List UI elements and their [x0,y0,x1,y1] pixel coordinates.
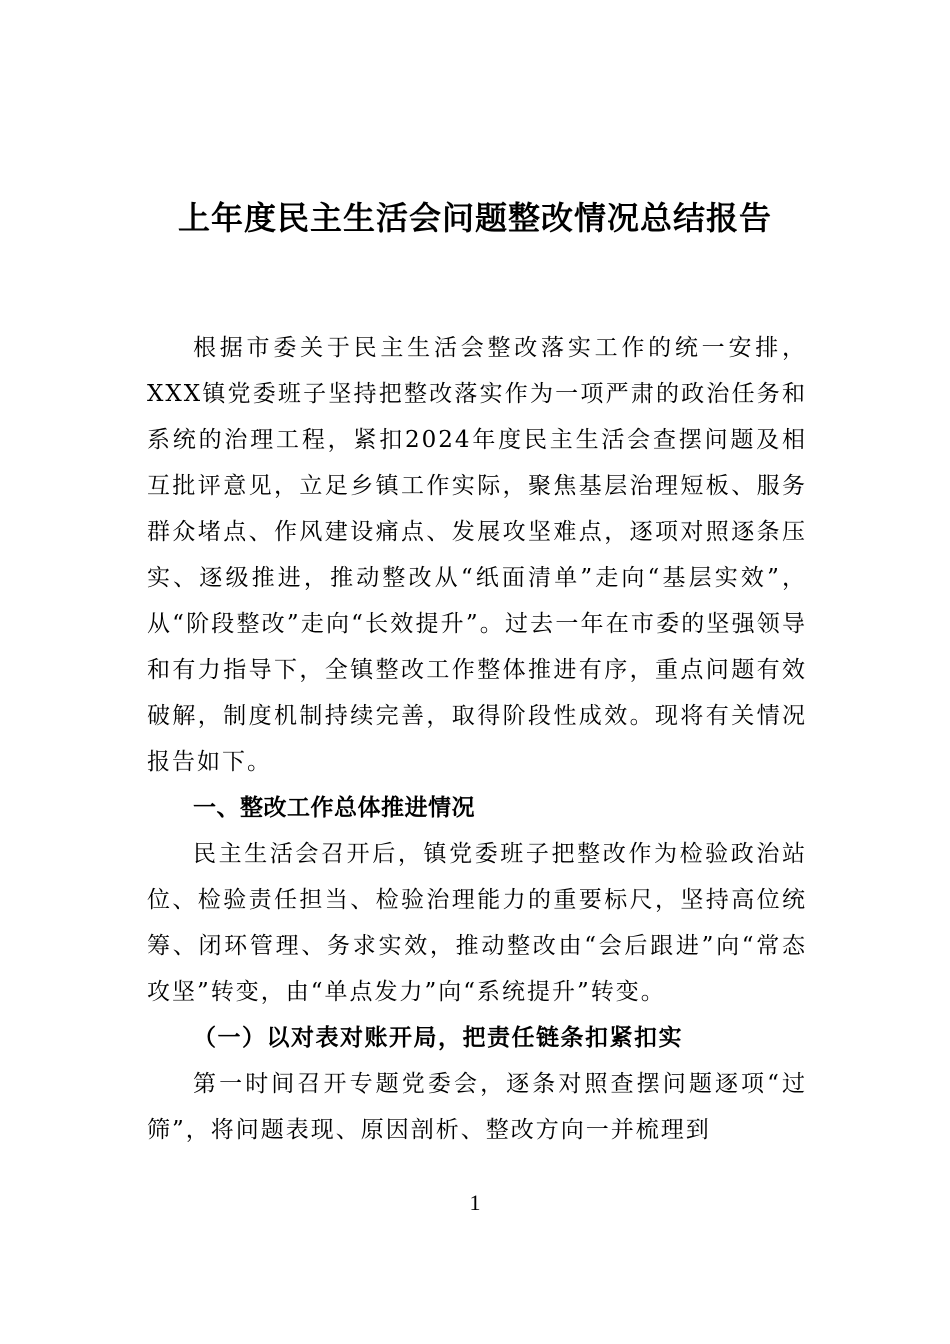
body-paragraph: 第一时间召开专题党委会，逐条对照查摆问题逐项“过筛”，将问题表现、原因剖析、整改方向一并梳理到 [147,1071,807,1143]
body-paragraph: 根据市委关于民主生活会整改落实工作的统一安排，XXX镇党委班子坚持把整改落实作为一项严肃的政治任务和系统的治理工程，紧扣2024年度民主生活会查摆问题及相互批评意见，立足乡镇工作实际，聚焦基层治理短板、服务群众堵点、作风建设痛点、发展攻坚难点，逐项对照逐条压实、逐级推进，推动整改从“纸面清单”走向“基层实效”，从“阶段整改”走向“长效提升”。过去一年在市委的坚强领导和有力指导下，全镇整改工作整体推进有序，重点问题有效破解，制度机制持续完善，取得阶段性成效。现将有关情况报告如下。 [147,335,807,775]
document-body [147,325,807,1153]
body-paragraph: 民主生活会召开后，镇党委班子把整改作为检验政治站位、检验责任担当、检验治理能力的重要标尺，坚持高位统筹、闭环管理、务求实效，推动整改由“会后跟进”向“常态攻坚”转变，由“单点发力”向“系统提升”转变。 [147,841,807,1005]
page-number: 1 [469,1190,481,1215]
section-heading: 一、整改工作总体推进情况 [193,795,475,821]
subsection-heading: （一）以对表对账开局，把责任链条扣紧扣实 [193,1024,683,1051]
document-title: 上年度民主生活会问题整改情况总结报告 [177,199,772,237]
